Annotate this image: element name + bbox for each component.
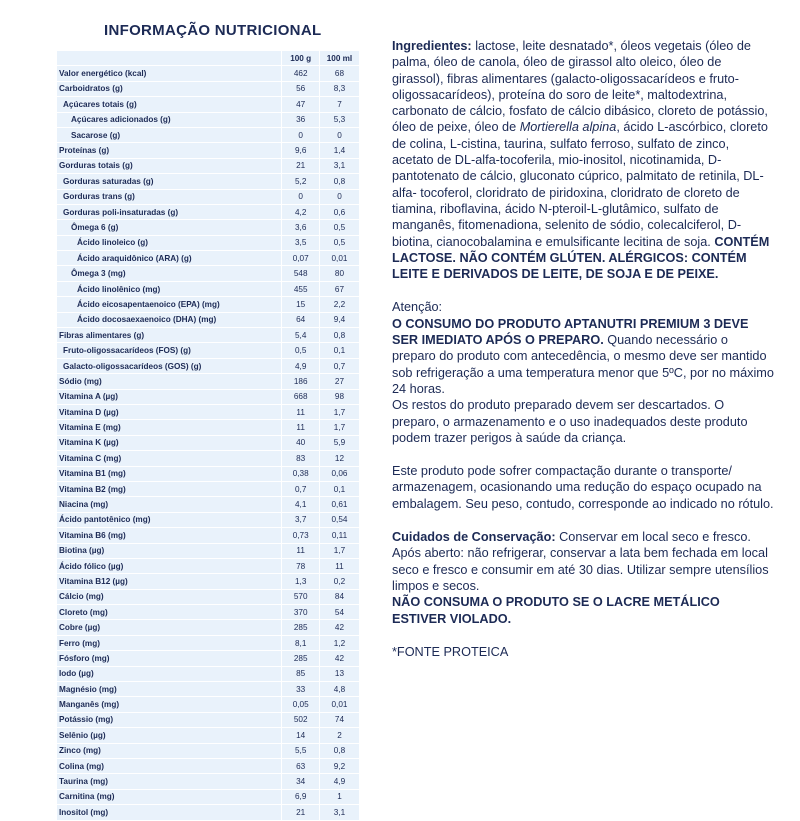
value-100g: 83 [282,451,320,466]
value-100ml: 0 [319,127,359,142]
value-100g: 14 [282,728,320,743]
value-100ml: 0,6 [319,204,359,219]
value-100g: 64 [282,312,320,327]
compaction-paragraph: Este produto pode sofrer compactação durante o transporte/ armazenagem, ocasionando uma redução do espaço ocupado na embalagem. Seu peso, contudo, corresponde ao indicado no rótulo. [392,464,774,511]
value-100g: 36 [282,112,320,127]
nutrient-name: Vitamina B6 (mg) [57,528,282,543]
seal-warning [392,594,774,627]
table-header-row [57,51,359,66]
nutrient-name: Cálcio (mg) [57,589,282,604]
nutrient-name: Cloreto (mg) [57,605,282,620]
value-100ml: 12 [319,451,359,466]
value-100ml: 4,9 [319,774,359,789]
value-100g: 3,7 [282,512,320,527]
table-row [57,343,359,358]
value-100g: 40 [282,435,320,450]
value-100ml: 0,8 [319,174,359,189]
nutrient-name: Gorduras poli-insaturadas (g) [57,204,282,219]
value-100ml: 5,3 [319,112,359,127]
value-100g: 0,7 [282,481,320,496]
value-100g: 4,2 [282,204,320,219]
nutrient-name: Sódio (mg) [57,374,282,389]
table-row [57,481,359,496]
table-row [57,189,359,204]
header-100g: 100 g [282,51,320,66]
table-row [57,666,359,681]
nutrient-name: Fibras alimentares (g) [57,328,282,343]
nutrient-name: Manganês (mg) [57,697,282,712]
table-row [57,558,359,573]
value-100ml: 0,01 [319,251,359,266]
table-row [57,605,359,620]
table-row [57,451,359,466]
value-100g: 4,1 [282,497,320,512]
conservation-label: Cuidados de Conservação: [392,530,556,545]
value-100ml: 0,2 [319,574,359,589]
table-row [57,682,359,697]
value-100ml: 1,7 [319,420,359,435]
nutrient-name: Ômega 3 (mg) [57,266,282,281]
value-100ml: 0,5 [319,220,359,235]
allergens-warning: CONTÉM LACTOSE. NÃO CONTÉM GLÚTEN. ALÉRGICOS: CONTÉM LEITE E DERIVADOS DE LEITE, DE SOJA E DE PEIXE. [392,234,770,282]
nutrient-name: Vitamina B12 (µg) [57,574,282,589]
value-100ml: 13 [319,666,359,681]
nutrient-name: Ácido araquidônico (ARA) (g) [57,251,282,266]
conservation-text: Conservar em local seco e fresco. Após aberto: não refrigerar, conservar a lata bem fechada em local seco e fresco e consumir em até 30 dias. Utilizar sempre utensílios limpos e secos. [392,530,769,593]
value-100g: 455 [282,281,320,296]
value-100g: 6,9 [282,789,320,804]
value-100g: 47 [282,97,320,112]
value-100g: 0 [282,189,320,204]
table-row [57,543,359,558]
value-100ml: 68 [319,66,359,81]
value-100ml: 3,1 [319,805,359,820]
value-100g: 668 [282,389,320,404]
value-100ml: 5,9 [319,435,359,450]
table-row [57,66,359,81]
nutrient-name: Ácido linolênico (mg) [57,281,282,296]
value-100g: 56 [282,81,320,96]
value-100ml: 0,06 [319,466,359,481]
value-100ml: 0,5 [319,235,359,250]
nutrient-name: Iodo (µg) [57,666,282,681]
value-100ml: 7 [319,97,359,112]
table-row [57,712,359,727]
table-row [57,297,359,312]
value-100ml: 3,1 [319,158,359,173]
nutrient-name: Vitamina E (mg) [57,420,282,435]
value-100g: 548 [282,266,320,281]
nutrient-name: Ômega 6 (g) [57,220,282,235]
value-100ml: 0 [319,189,359,204]
value-100g: 5,5 [282,743,320,758]
value-100ml: 1,7 [319,543,359,558]
nutrient-name: Ácido pantotênico (mg) [57,512,282,527]
value-100g: 4,9 [282,358,320,373]
nutrient-name: Magnésio (mg) [57,682,282,697]
table-row [57,620,359,635]
nutrient-name: Vitamina A (µg) [57,389,282,404]
table-row [57,158,359,173]
table-row [57,251,359,266]
nutrient-name: Ácido fólico (µg) [57,558,282,573]
value-100g: 11 [282,543,320,558]
table-row [57,374,359,389]
nutrient-name: Açúcares totais (g) [57,97,282,112]
value-100ml: 0,54 [319,512,359,527]
value-100ml: 67 [319,281,359,296]
value-100g: 1,3 [282,574,320,589]
value-100g: 5,4 [282,328,320,343]
nutrient-name: Gorduras trans (g) [57,189,282,204]
nutrient-name: Carnitina (mg) [57,789,282,804]
table-row [57,420,359,435]
nutrient-name: Biotina (µg) [57,543,282,558]
nutrient-name: Ácido docosaexaenoico (DHA) (mg) [57,312,282,327]
table-row [57,651,359,666]
attention-bold: O CONSUMO DO PRODUTO APTANUTRI PREMIUM 3 DEVE SER IMEDIATO APÓS O PREPARO. [392,316,749,348]
value-100g: 285 [282,620,320,635]
table-row [57,328,359,343]
value-100ml: 98 [319,389,359,404]
value-100g: 78 [282,558,320,573]
attention-label: Atenção: [392,300,443,315]
table-row [57,635,359,650]
nutrient-name: Colina (mg) [57,758,282,773]
table-row [57,112,359,127]
attention-paragraph-2: Os restos do produto preparado devem ser descartados. O preparo, o armazenamento e o uso inadequados deste produto podem trazer perigos à saúde da criança. [392,398,748,445]
value-100ml: 1,4 [319,143,359,158]
table-row [57,805,359,820]
attention-text: Quando necessário o preparo do produto com antecedência, o mesmo deve ser mantido sob refrigeração a uma temperatura menor que 5ºC, por no máximo 24 horas. [392,333,774,396]
table-row [57,789,359,804]
nutrient-name: Fósforo (mg) [57,651,282,666]
value-100ml: 27 [319,374,359,389]
value-100g: 21 [282,158,320,173]
header-nutrient [57,51,282,66]
value-100ml: 1,7 [319,404,359,419]
table-row [57,743,359,758]
nutrient-name: Taurina (mg) [57,774,282,789]
nutrient-name: Galacto-oligossacarídeos (GOS) (g) [57,358,282,373]
nutrient-name: Cobre (µg) [57,620,282,635]
value-100ml: 1 [319,789,359,804]
nutrient-name: Vitamina B1 (mg) [57,466,282,481]
value-100ml: 8,3 [319,81,359,96]
seal-warning-text: NÃO CONSUMA O PRODUTO SE O LACRE METÁLICO ESTIVER VIOLADO. [392,595,720,626]
nutrient-name: Sacarose (g) [57,127,282,142]
nutrient-name: Carboidratos (g) [57,81,282,96]
nutrient-name: Proteínas (g) [57,143,282,158]
value-100ml: 0,1 [319,481,359,496]
table-row [57,235,359,250]
nutrient-name: Selênio (µg) [57,728,282,743]
value-100g: 0,5 [282,343,320,358]
nutrient-name: Inositol (mg) [57,805,282,820]
nutrient-name: Valor energético (kcal) [57,66,282,81]
nutrient-name: Açúcares adicionados (g) [57,112,282,127]
nutrient-name: Vitamina B2 (mg) [57,481,282,496]
nutrient-name: Gorduras totais (g) [57,158,282,173]
table-row [57,512,359,527]
value-100g: 0 [282,127,320,142]
value-100g: 8,1 [282,635,320,650]
value-100ml: 0,01 [319,697,359,712]
value-100ml: 84 [319,589,359,604]
nutrient-name: Ferro (mg) [57,635,282,650]
value-100ml: 4,8 [319,682,359,697]
value-100ml: 2 [319,728,359,743]
nutrient-name: Vitamina K (µg) [57,435,282,450]
nutrient-name: Vitamina C (mg) [57,451,282,466]
table-row [57,220,359,235]
value-100ml: 11 [319,558,359,573]
value-100ml: 0,61 [319,497,359,512]
value-100g: 0,05 [282,697,320,712]
value-100g: 0,38 [282,466,320,481]
footnote: *FONTE PROTEICA [392,644,509,659]
value-100g: 186 [282,374,320,389]
table-row [57,404,359,419]
value-100ml: 74 [319,712,359,727]
value-100ml: 42 [319,651,359,666]
value-100g: 34 [282,774,320,789]
value-100ml: 0,7 [319,358,359,373]
value-100g: 85 [282,666,320,681]
conservation-paragraph [392,529,774,594]
value-100ml: 9,4 [319,312,359,327]
value-100g: 285 [282,651,320,666]
value-100g: 462 [282,66,320,81]
nutrition-title: INFORMAÇÃO NUTRICIONAL [104,22,322,39]
value-100g: 370 [282,605,320,620]
value-100ml: 0,8 [319,328,359,343]
table-row [57,174,359,189]
value-100g: 5,2 [282,174,320,189]
value-100ml: 42 [319,620,359,635]
value-100ml: 0,11 [319,528,359,543]
nutrient-name: Gorduras saturadas (g) [57,174,282,189]
value-100g: 570 [282,589,320,604]
value-100ml: 2,2 [319,297,359,312]
value-100ml: 9,2 [319,758,359,773]
value-100g: 502 [282,712,320,727]
table-row [57,758,359,773]
nutrient-name: Ácido eicosapentaenoico (EPA) (mg) [57,297,282,312]
table-row [57,774,359,789]
value-100g: 21 [282,805,320,820]
table-row [57,728,359,743]
nutrient-name: Niacina (mg) [57,497,282,512]
value-100g: 11 [282,404,320,419]
nutrient-name: Potássio (mg) [57,712,282,727]
header-100ml: 100 ml [319,51,359,66]
table-row [57,127,359,142]
table-row [57,435,359,450]
nutrient-name: Fruto-oligossacarídeos (FOS) (g) [57,343,282,358]
ingredients-text: lactose, leite desnatado*, óleos vegetais (óleo de palma, óleo de canola, óleo de girassol alto oleico, óleo de girassol), fibras alimentares (galacto-oligossacarídeos e fruto-oligossacarídeos), proteína do soro de leite*, maltodextrina, carbonato de cálcio, fosfato de cálcio dibásico, cloreto de potássio, óleo de peixe, óleo de [392,39,768,135]
value-100ml: 0,8 [319,743,359,758]
value-100g: 0,73 [282,528,320,543]
ingredients-italic: Mortierella alpina [519,120,617,135]
value-100ml: 0,1 [319,343,359,358]
value-100ml: 80 [319,266,359,281]
table-row [57,281,359,296]
table-row [57,528,359,543]
value-100g: 9,6 [282,143,320,158]
value-100g: 15 [282,297,320,312]
table-row [57,81,359,96]
nutrition-table [57,51,359,821]
nutrient-name: Ácido linoleico (g) [57,235,282,250]
table-row [57,97,359,112]
table-row [57,389,359,404]
value-100g: 33 [282,682,320,697]
label-text-column [392,38,774,660]
value-100ml: 1,2 [319,635,359,650]
table-row [57,574,359,589]
nutrient-name: Zinco (mg) [57,743,282,758]
value-100g: 11 [282,420,320,435]
ingredients-text-2: , ácido L-ascórbico, cloreto de colina, L-cistina, taurina, sulfato ferroso, sulfato de zinco, acetato de DL-alfa-tocoferila, mio-inositol, nicotinamida, D-pantotenato de cálcio, gluconato cúprico, palmitato de retinila, DL-alfa- tocoferol, cloridrato de piridoxina, cloridrato de cloreto de tiamina, riboflavina, ácido N-pteroil-L-glutâmico, sulfato de manganês, fitomenadiona, selenito de sódio, colecalciferol, D-biotina, cianocobalamina e emulsificante lecitina de soja. [392,120,768,249]
attention-paragraph [392,316,774,397]
table-row [57,312,359,327]
table-row [57,497,359,512]
value-100g: 3,5 [282,235,320,250]
ingredients-label: Ingredientes: [392,39,472,53]
value-100g: 63 [282,758,320,773]
table-row [57,143,359,158]
nutrient-name: Vitamina D (µg) [57,404,282,419]
value-100ml: 54 [319,605,359,620]
table-row [57,358,359,373]
value-100g: 0,07 [282,251,320,266]
table-row [57,466,359,481]
table-row [57,589,359,604]
table-row [57,204,359,219]
ingredients-paragraph [392,38,774,282]
table-row [57,697,359,712]
value-100g: 3,6 [282,220,320,235]
table-row [57,266,359,281]
